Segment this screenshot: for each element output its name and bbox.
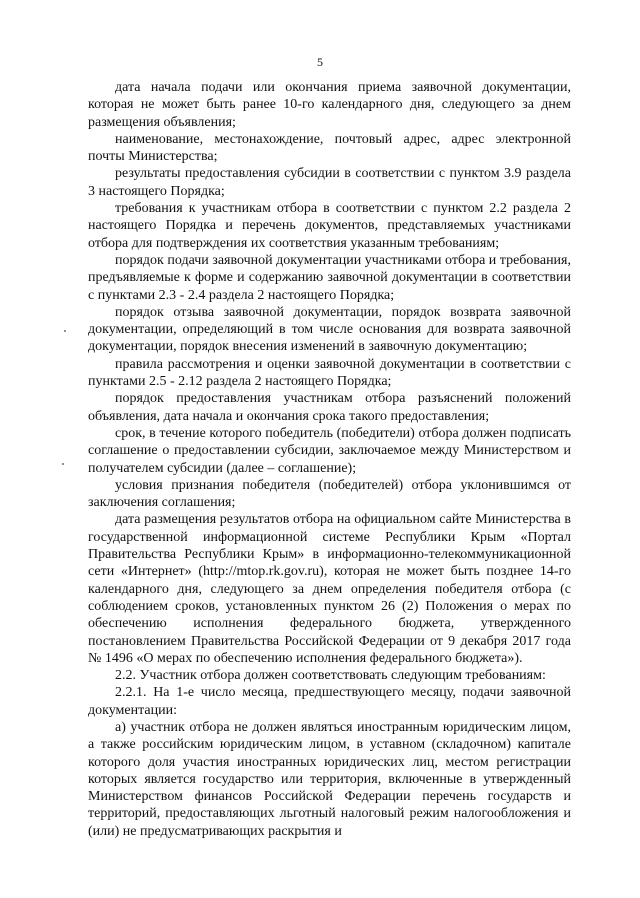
paragraph: дата начала подачи или окончания приема заявочной документации, которая не может быть ранее 10-го календарного дня, следующего за днем размещения объявления; bbox=[88, 80, 571, 130]
scan-speck bbox=[64, 330, 66, 332]
paragraph: дата размещения результатов отбора на официальном сайте Министерства в государственной информационной системе Республики Крым «Портал Правительства Республики Крым» в информационно-телекоммуникационной сети «Интернет» (http://mtop.rk.gov.ru), которая не может быть позднее 14-го календарного дня, следующего за днем определения победителя отбора (с соблюдением сроков, установленных пунктом 26 (2) Положения о мерах по обеспечению исполнения федерального бюджета, утвержденного постановлением Правительства Российской Федерации от 9 декабря 2017 года № 1496 «О мерах по обеспечению исполнения федерального бюджета»). bbox=[88, 512, 571, 666]
paragraph: порядок подачи заявочной документации участниками отбора и требования, предъявляемые к форме и содержанию заявочной документации в соответствии с пунктами 2.3 - 2.4 раздела 2 настоящего Порядка; bbox=[88, 252, 571, 303]
paragraph: правила рассмотрения и оценки заявочной документации в соответствии с пунктами 2.5 - 2.12 раздела 2 настоящего Порядка; bbox=[88, 356, 571, 390]
paragraph: срок, в течение которого победитель (победители) отбора должен подписать соглашение о предоставлении субсидии, заключаемое между Министерством и получателем субсидии (далее – соглашение); bbox=[88, 425, 571, 476]
page-number: 5 bbox=[317, 55, 323, 69]
paragraph: порядок отзыва заявочной документации, порядок возврата заявочной документации, определяющий в том числе основания для возврата заявочной документации, порядок внесения изменений в заявочную документацию; bbox=[88, 304, 571, 355]
document-body bbox=[88, 79, 571, 840]
paragraph: результаты предоставления субсидии в соответствии с пунктом 3.9 раздела 3 настоящего Порядка; bbox=[88, 166, 571, 199]
scan-speck bbox=[62, 463, 64, 465]
paragraph: наименование, местонахождение, почтовый адрес, адрес электронной почты Министерства; bbox=[88, 131, 571, 165]
paragraph: 2.2.1. На 1-е число месяца, предшествующего месяцу, подачи заявочной документации: bbox=[88, 685, 571, 718]
paragraph: а) участник отбора не должен являться иностранным юридическим лицом, а также российским юридическим лицом, в уставном (складочном) капитале которого доля участия иностранных юридических лиц, местом регистрации которых является государство или территория, включенные в утвержденный Министерством финансов Российской Федерации перечень государств и территорий, предоставляющих льготный налоговый режим налогообложения и (или) не предусматривающих раскрытия и bbox=[88, 719, 571, 839]
paragraph: требования к участникам отбора в соответствии с пунктом 2.2 раздела 2 настоящего Порядка и перечень документов, представляемых участниками отбора для подтверждения их соответствия указанным требованиям; bbox=[88, 201, 571, 251]
paragraph: 2.2. Участник отбора должен соответствовать следующим требованиям: bbox=[115, 668, 546, 684]
paragraph: условия признания победителя (победителей) отбора уклонившимся от заключения соглашения; bbox=[88, 477, 571, 511]
paragraph: порядок предоставления участникам отбора разъяснений положений объявления, дата начала и окончания срока такого предоставления; bbox=[88, 391, 571, 424]
